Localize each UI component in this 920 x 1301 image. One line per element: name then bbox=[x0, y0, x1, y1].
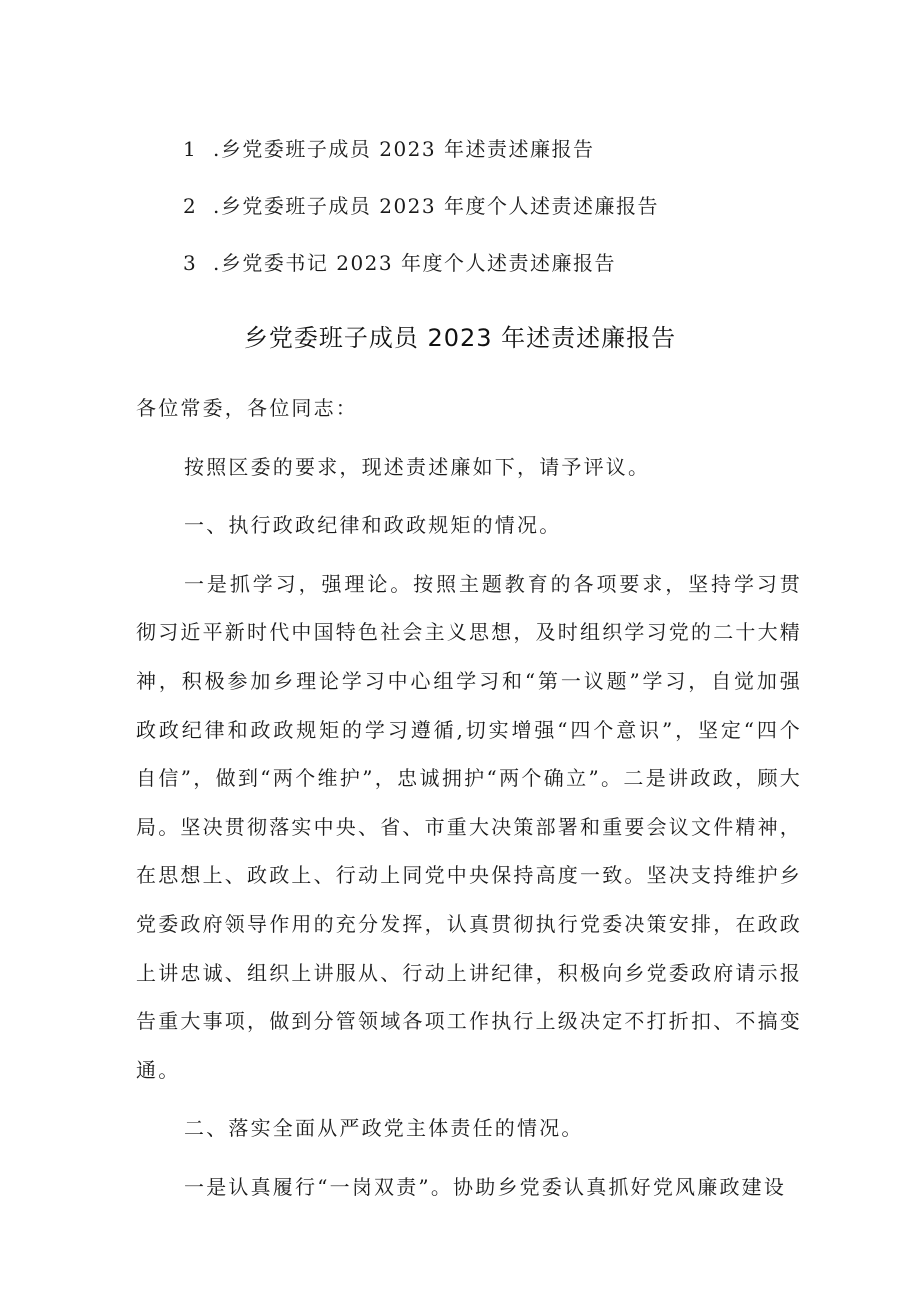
toc-number: 1 bbox=[183, 137, 198, 161]
paragraph-section-1: 一是抓学习，强理论。按照主题教育的各项要求，坚持学习贯彻习近平新时代中国特色社会主义思想，及时组织学习党的二十大精神，积极参加乡理论学习中心组学习和“第一议题”学习，自觉加强政政纪律和政政规矩的学习遵循,切实增强“四个意识”，坚定“四个自信”，做到“两个维护”，忠诚拥护“两个确立”。二是讲政政，顾大局。坚决贯彻落实中央、省、市重大决策部署和重要会议文件精神，在思想上、政政上、行动上同党中央保持高度一致。坚决支持维护乡党委政府领导作用的充分发挥，认真贯彻执行党委决策安排，在政政上讲忠诚、组织上讲服从、行动上讲纪律，积极向乡党委政府请示报告重大事项，做到分管领域各项工作执行上级决定不打折扣、不搞变通。 bbox=[136, 571, 802, 1082]
salutation: 各位常委，各位同志： bbox=[136, 396, 358, 420]
section-heading-2: 二、落实全面从严政党主体责任的情况。 bbox=[184, 1116, 584, 1141]
toc-text: .乡党委班子成员 2023 年述责述廉报告 bbox=[213, 137, 595, 161]
toc-item-1[interactable] bbox=[183, 132, 803, 189]
document-title: 乡党委班子成员 2023 年述责述廉报告 bbox=[243, 324, 677, 352]
toc-text: .乡党委班子成员 2023 年度个人述责述廉报告 bbox=[213, 194, 659, 218]
toc-item-2[interactable] bbox=[183, 189, 803, 246]
section-heading-1: 一、执行政政纪律和政政规矩的情况。 bbox=[184, 513, 562, 538]
toc-number: 2 bbox=[183, 194, 198, 218]
table-of-contents bbox=[183, 132, 803, 303]
toc-item-3[interactable] bbox=[183, 246, 803, 303]
toc-text: .乡党委书记 2023 年度个人述责述廉报告 bbox=[213, 251, 616, 275]
document-body bbox=[136, 384, 802, 1222]
paragraph-intro: 按照区委的要求，现述责述廉如下，请予评议。 bbox=[184, 454, 651, 479]
paragraph-section-2: 一是认真履行“一岗双责”。协助乡党委认真抓好党风廉政建设 bbox=[184, 1174, 787, 1199]
toc-number: 3 bbox=[183, 251, 198, 275]
